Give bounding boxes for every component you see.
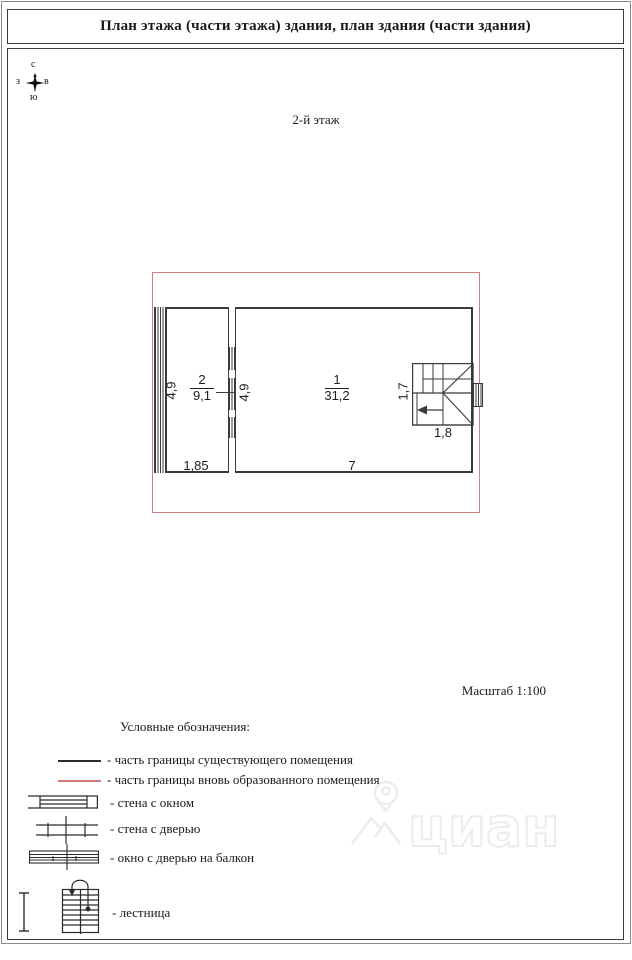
room2-height-dim: 4,9 bbox=[163, 381, 179, 400]
watermark bbox=[346, 776, 566, 860]
page-title: План этажа (части этажа) здания, план здания (части здания) bbox=[100, 18, 531, 34]
stairs-height-dim: 1,7 bbox=[395, 382, 411, 401]
plan-top-wall bbox=[154, 307, 473, 309]
staircase-icon bbox=[412, 363, 474, 426]
room2-area: 9,1 bbox=[192, 387, 212, 403]
wall-window-icon bbox=[28, 795, 98, 809]
room1-height-dim: 4,9 bbox=[236, 383, 252, 402]
legend-item-wall-door: - стена с дверью bbox=[110, 821, 201, 836]
legend-header: Условные обозначения: bbox=[120, 719, 251, 734]
partition-hatch-2 bbox=[229, 378, 235, 410]
room1-area: 31,2 bbox=[324, 387, 350, 403]
stairs-width-dim: 1,8 bbox=[433, 425, 453, 440]
compass-rose bbox=[12, 60, 58, 106]
scale-label: Масштаб 1:100 bbox=[461, 683, 546, 698]
title-box bbox=[7, 9, 624, 44]
room1-label bbox=[312, 373, 362, 402]
right-wall-window bbox=[472, 383, 483, 407]
room2-label bbox=[177, 373, 227, 402]
cian-logo-icon bbox=[346, 776, 566, 860]
window-with-balcony-door-symbol bbox=[29, 844, 99, 870]
new-boundary-line-symbol bbox=[58, 780, 101, 782]
compass-west-label: з bbox=[16, 76, 20, 87]
legend-item-existing-boundary: - часть границы существующего помещения bbox=[107, 752, 353, 767]
partition-wall bbox=[228, 307, 236, 473]
compass-south-label: ю bbox=[30, 92, 38, 103]
compass-east-label: в bbox=[44, 76, 49, 87]
staircase-legend-icon bbox=[60, 875, 102, 935]
section-mark bbox=[18, 891, 30, 933]
legend-item-window-balcony-door: - окно с дверью на балкон bbox=[110, 850, 255, 865]
legend-item-wall-window: - стена с окном bbox=[110, 795, 195, 810]
watermark-text: циан bbox=[408, 796, 560, 859]
wall-with-window-symbol bbox=[28, 795, 98, 809]
existing-boundary-line-symbol bbox=[58, 760, 101, 762]
room2-number: 2 bbox=[190, 373, 213, 389]
partition-hatch-3 bbox=[229, 417, 235, 438]
legend-item-staircase: - лестница bbox=[112, 905, 171, 920]
staircase-plan bbox=[412, 363, 474, 426]
room2-width-dim: 1,85 bbox=[183, 458, 209, 473]
room1-width-dim: 7 bbox=[348, 458, 356, 473]
room1-number: 1 bbox=[325, 373, 348, 389]
staircase-symbol bbox=[60, 875, 102, 935]
window-balcony-door-icon bbox=[29, 844, 99, 870]
wall-with-door-symbol bbox=[36, 816, 98, 844]
floor-label: 2-й этаж bbox=[292, 112, 340, 127]
partition-hatch-1 bbox=[229, 347, 235, 370]
wall-door-icon bbox=[36, 816, 98, 844]
legend-item-new-boundary: - часть границы вновь образованного помещения bbox=[107, 772, 380, 787]
dimension-bar-icon bbox=[18, 891, 30, 933]
compass-north-label: с bbox=[31, 59, 36, 70]
